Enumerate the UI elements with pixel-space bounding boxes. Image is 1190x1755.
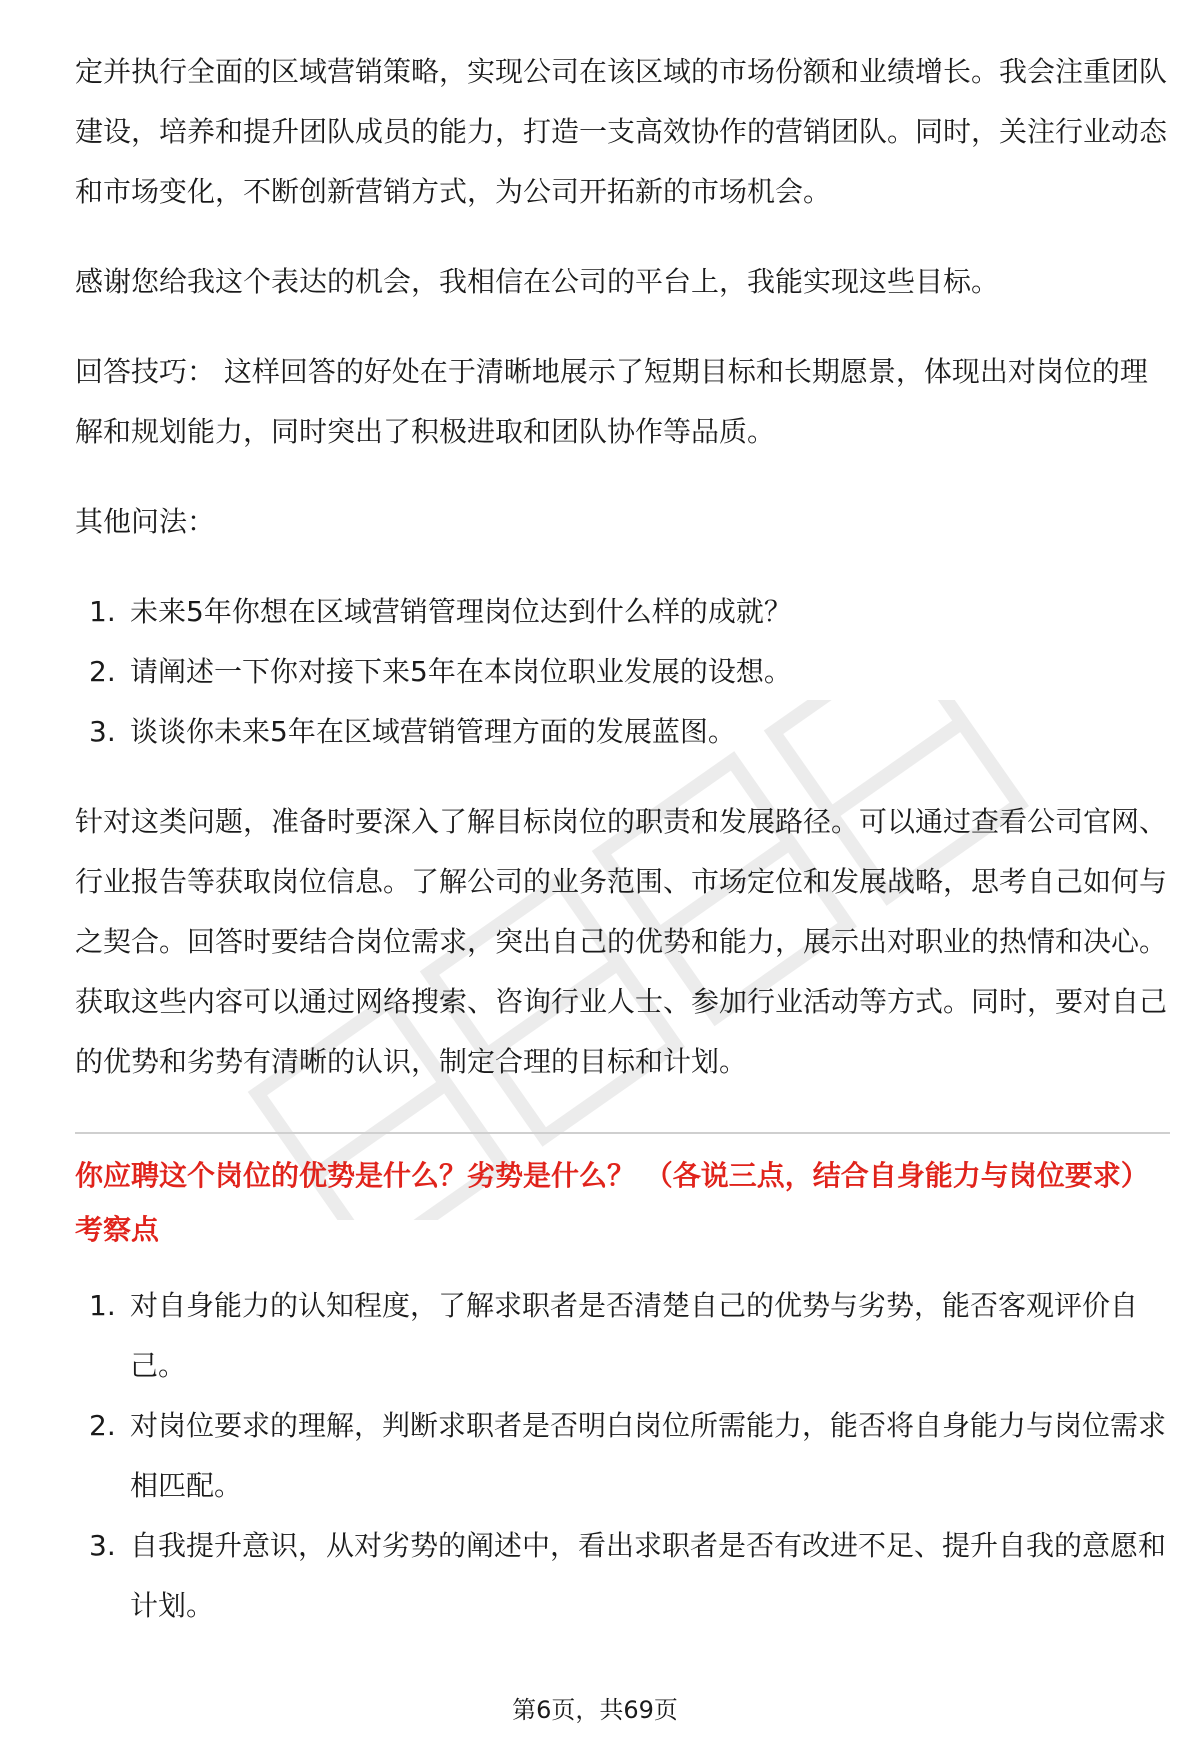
- question-title: 你应聘这个岗位的优势是什么？劣势是什么？ （各说三点，结合自身能力与岗位要求）: [75, 1159, 1149, 1192]
- document-body: [75, 42, 1170, 1636]
- paragraph-other-questions-label: 其他问法：: [75, 505, 216, 538]
- paragraph-answer-tips: 回答技巧： 这样回答的好处在于清晰地展示了短期目标和长期愿景，体现出对岗位的理解和规划能力，同时突出了积极进取和团队协作等品质。: [75, 355, 1148, 448]
- other-questions-list: [75, 582, 1170, 762]
- paragraph-goal-continuation: 定并执行全面的区域营销策略，实现公司在该区域的市场份额和业绩增长。我会注重团队建设，培养和提升团队成员的能力，打造一支高效协作的营销团队。同时，关注行业动态和市场变化，不断创新营销方式，为公司开拓新的市场机会。: [75, 55, 1168, 208]
- paragraph-preparation-advice: 针对这类问题，准备时要深入了解目标岗位的职责和发展路径。可以通过查看公司官网、行业报告等获取岗位信息。了解公司的业务范围、市场定位和发展战略，思考自己如何与之契合。回答时要结合岗位需求，突出自己的优势和能力，展示出对职业的热情和决心。获取这些内容可以通过网络搜索、咨询行业人士、参加行业活动等方式。同时，要对自己的优势和劣势有清晰的认识，制定合理的目标和计划。: [75, 805, 1168, 1078]
- assessment-points-list: [75, 1276, 1170, 1636]
- list-item: 2. 对岗位要求的理解，判断求职者是否明白岗位所需能力，能否将自身能力与岗位需求相匹配。: [89, 1409, 1167, 1502]
- list-item: 3. 自我提升意识，从对劣势的阐述中，看出求职者是否有改进不足、提升自我的意愿和计划。: [89, 1529, 1167, 1622]
- list-item: 1. 对自身能力的认知程度，了解求职者是否清楚自己的优势与劣势，能否客观评价自己。: [89, 1289, 1139, 1382]
- page-number: 第6页，共69页: [512, 1696, 678, 1724]
- assessment-subheading: 考察点: [75, 1213, 160, 1246]
- paragraph-thanks: 感谢您给我这个表达的机会，我相信在公司的平台上，我能实现这些目标。: [75, 265, 1000, 298]
- list-item: 2. 请阐述一下你对接下来5年在本岗位职业发展的设想。: [89, 655, 792, 688]
- list-item: 1. 未来5年你想在区域营销管理岗位达到什么样的成就？: [89, 595, 792, 628]
- list-item: 3. 谈谈你未来5年在区域营销管理方面的发展蓝图。: [89, 715, 736, 748]
